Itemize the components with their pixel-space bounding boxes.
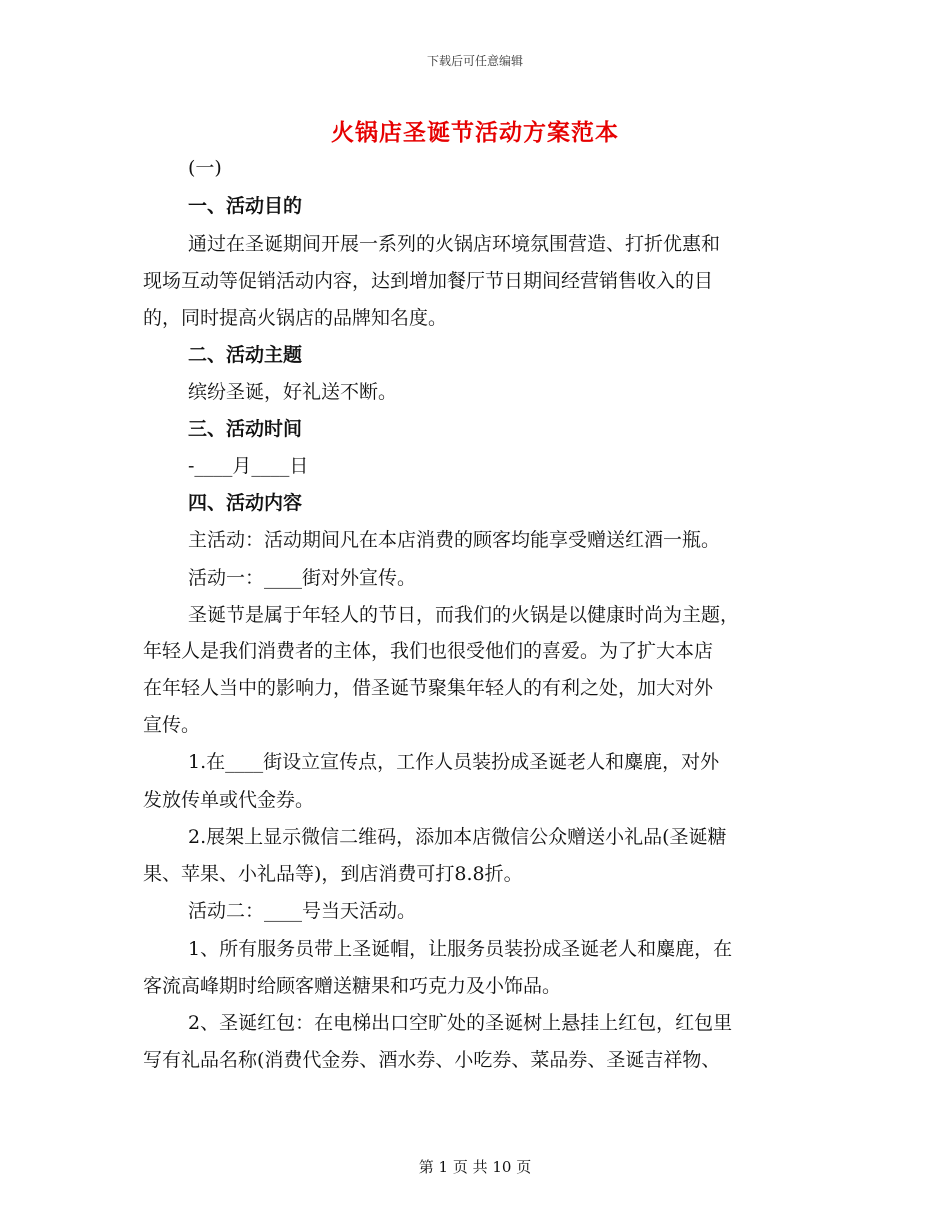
paragraph-line: 发放传单或代金券。 [143,789,315,811]
heading-content: 四、活动内容 [188,492,303,514]
heading-purpose: 一、活动目的 [188,195,303,217]
paragraph-line: 果、苹果、小礼品等)，到店消费可打8.8折。 [143,863,523,885]
paragraph-line: 的，同时提高火锅店的品牌知名度。 [143,307,448,329]
heading-time: 三、活动时间 [188,418,303,440]
paragraph-line: 在年轻人当中的影响力，借圣诞节聚集年轻人的有利之处，加大对外 [143,677,714,699]
paragraph-line: 1、所有服务员带上圣诞帽，让服务员装扮成圣诞老人和麋鹿，在 [188,938,733,960]
paragraph-line: 通过在圣诞期间开展一系列的火锅店环境氛围营造、打折优惠和 [188,233,721,255]
heading-theme: 二、活动主题 [188,344,303,366]
paragraph-line: 现场互动等促销活动内容，达到增加餐厅节日期间经营销售收入的目 [143,270,714,292]
paragraph-line: -____月____日 [188,455,309,477]
paragraph-line: 2.展架上显示微信二维码，添加本店微信公众赠送小礼品(圣诞糖 [188,826,727,848]
paragraph-line: 1.在____街设立宣传点，工作人员装扮成圣诞老人和麋鹿，对外 [188,751,720,773]
paragraph-line: 主活动：活动期间凡在本店消费的顾客均能享受赠送红酒一瓶。 [188,529,721,551]
paragraph-line: 活动二：____号当天活动。 [188,900,417,922]
paragraph-line: 宣传。 [143,714,201,736]
document-title: 火锅店圣诞节活动方案范本 [331,119,619,146]
paragraph-line: 2、圣诞红包：在电梯出口空旷处的圣诞树上悬挂上红包，红包里 [188,1012,733,1034]
paragraph-line: 缤纷圣诞，好礼送不断。 [188,381,398,403]
paragraph-line: 写有礼品名称(消费代金券、酒水券、小吃券、菜品券、圣诞吉祥物、 [143,1049,721,1071]
page-footer: 第 1 页 共 10 页 [418,1158,532,1176]
paragraph-line: 客流高峰期时给顾客赠送糖果和巧克力及小饰品。 [143,975,562,997]
paragraph-line: 活动一：____街对外宣传。 [188,567,417,589]
paragraph-line: 圣诞节是属于年轻人的节日，而我们的火锅是以健康时尚为主题， [188,604,740,626]
paragraph-line: 年轻人是我们消费者的主体，我们也很受他们的喜爱。为了扩大本店 [143,640,714,662]
section-marker: (一) [188,157,222,179]
page-header-note: 下载后可任意编辑 [426,54,523,68]
